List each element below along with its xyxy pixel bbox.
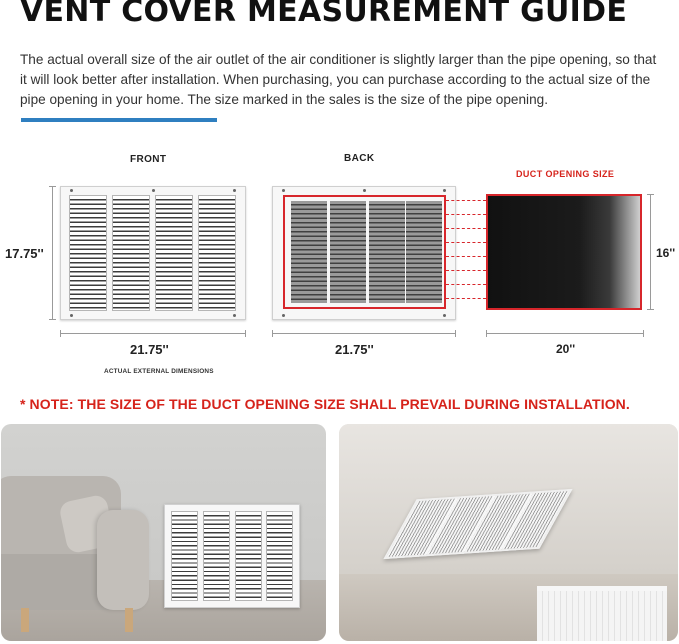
louver-column bbox=[406, 201, 442, 303]
back-duct-frame bbox=[283, 195, 446, 309]
ceiling-installation-photo bbox=[339, 424, 678, 641]
louver-column bbox=[198, 195, 236, 311]
screw-icon bbox=[443, 314, 446, 317]
sofa-leg bbox=[125, 608, 133, 632]
projection-line bbox=[446, 214, 486, 215]
louver-column bbox=[203, 511, 230, 601]
back-label: BACK bbox=[344, 153, 375, 164]
louver-column bbox=[155, 195, 193, 311]
screw-icon bbox=[233, 189, 236, 192]
screw-icon bbox=[233, 314, 236, 317]
back-grille-illustration bbox=[272, 186, 456, 320]
installation-note: * NOTE: THE SIZE OF THE DUCT OPENING SIZE SHALL PREVAIL DURING INSTALLATION. bbox=[20, 396, 630, 412]
louver-column bbox=[291, 201, 327, 303]
intro-paragraph: The actual overall size of the air outlet of the air conditioner is slightly larger than the pipe opening, so that it will look better after installation. When purchasing, you can purchase according to the actual size of the pipe opening in your home. The size marked in the sales is the size of the pipe opening. bbox=[20, 52, 657, 107]
louver-column bbox=[266, 511, 293, 601]
screw-icon bbox=[152, 189, 155, 192]
wall-vent-grille bbox=[164, 504, 300, 608]
front-height-dimension-line bbox=[52, 186, 53, 320]
projection-line bbox=[446, 256, 486, 257]
accent-divider bbox=[21, 118, 217, 122]
back-width-value: 21.75'' bbox=[335, 342, 374, 357]
front-width-value: 21.75'' bbox=[130, 342, 169, 357]
louver-column bbox=[235, 511, 262, 601]
projection-line bbox=[446, 228, 486, 229]
back-width-dimension-line bbox=[272, 333, 456, 334]
screw-icon bbox=[282, 314, 285, 317]
sofa-leg bbox=[21, 608, 29, 632]
duct-height-dimension-line bbox=[650, 194, 651, 310]
projection-line bbox=[446, 284, 486, 285]
louver-column bbox=[112, 195, 150, 311]
louver-column bbox=[171, 511, 198, 601]
screw-icon bbox=[443, 189, 446, 192]
grille-divider bbox=[424, 498, 458, 554]
duct-opening-label: DUCT OPENING SIZE bbox=[516, 169, 615, 179]
front-grille-illustration bbox=[60, 186, 246, 320]
louver-column bbox=[369, 201, 405, 303]
grille-divider bbox=[461, 496, 495, 552]
duct-width-dimension-line bbox=[486, 333, 644, 334]
front-width-dimension-line bbox=[60, 333, 246, 334]
louver-column bbox=[69, 195, 107, 311]
grille-divider bbox=[499, 493, 533, 549]
screw-icon bbox=[363, 189, 366, 192]
projection-line bbox=[446, 298, 486, 299]
external-dimensions-caption: ACTUAL EXTERNAL DIMENSIONS bbox=[104, 368, 214, 375]
screw-icon bbox=[70, 189, 73, 192]
projection-line bbox=[446, 200, 486, 201]
louver-column bbox=[330, 201, 366, 303]
screw-icon bbox=[70, 314, 73, 317]
duct-height-value: 16'' bbox=[656, 246, 676, 260]
front-label: FRONT bbox=[130, 154, 167, 165]
projection-line bbox=[446, 270, 486, 271]
duct-width-value: 20'' bbox=[556, 342, 576, 356]
page-title: VENT COVER MEASUREMENT GUIDE bbox=[20, 0, 628, 29]
sofa-arm bbox=[97, 510, 149, 610]
wall-installation-photo bbox=[1, 424, 326, 641]
projection-line bbox=[446, 242, 486, 243]
duct-opening-illustration bbox=[486, 194, 642, 310]
front-height-value: 17.75'' bbox=[5, 246, 44, 261]
window-blinds bbox=[537, 586, 667, 641]
screw-icon bbox=[282, 189, 285, 192]
